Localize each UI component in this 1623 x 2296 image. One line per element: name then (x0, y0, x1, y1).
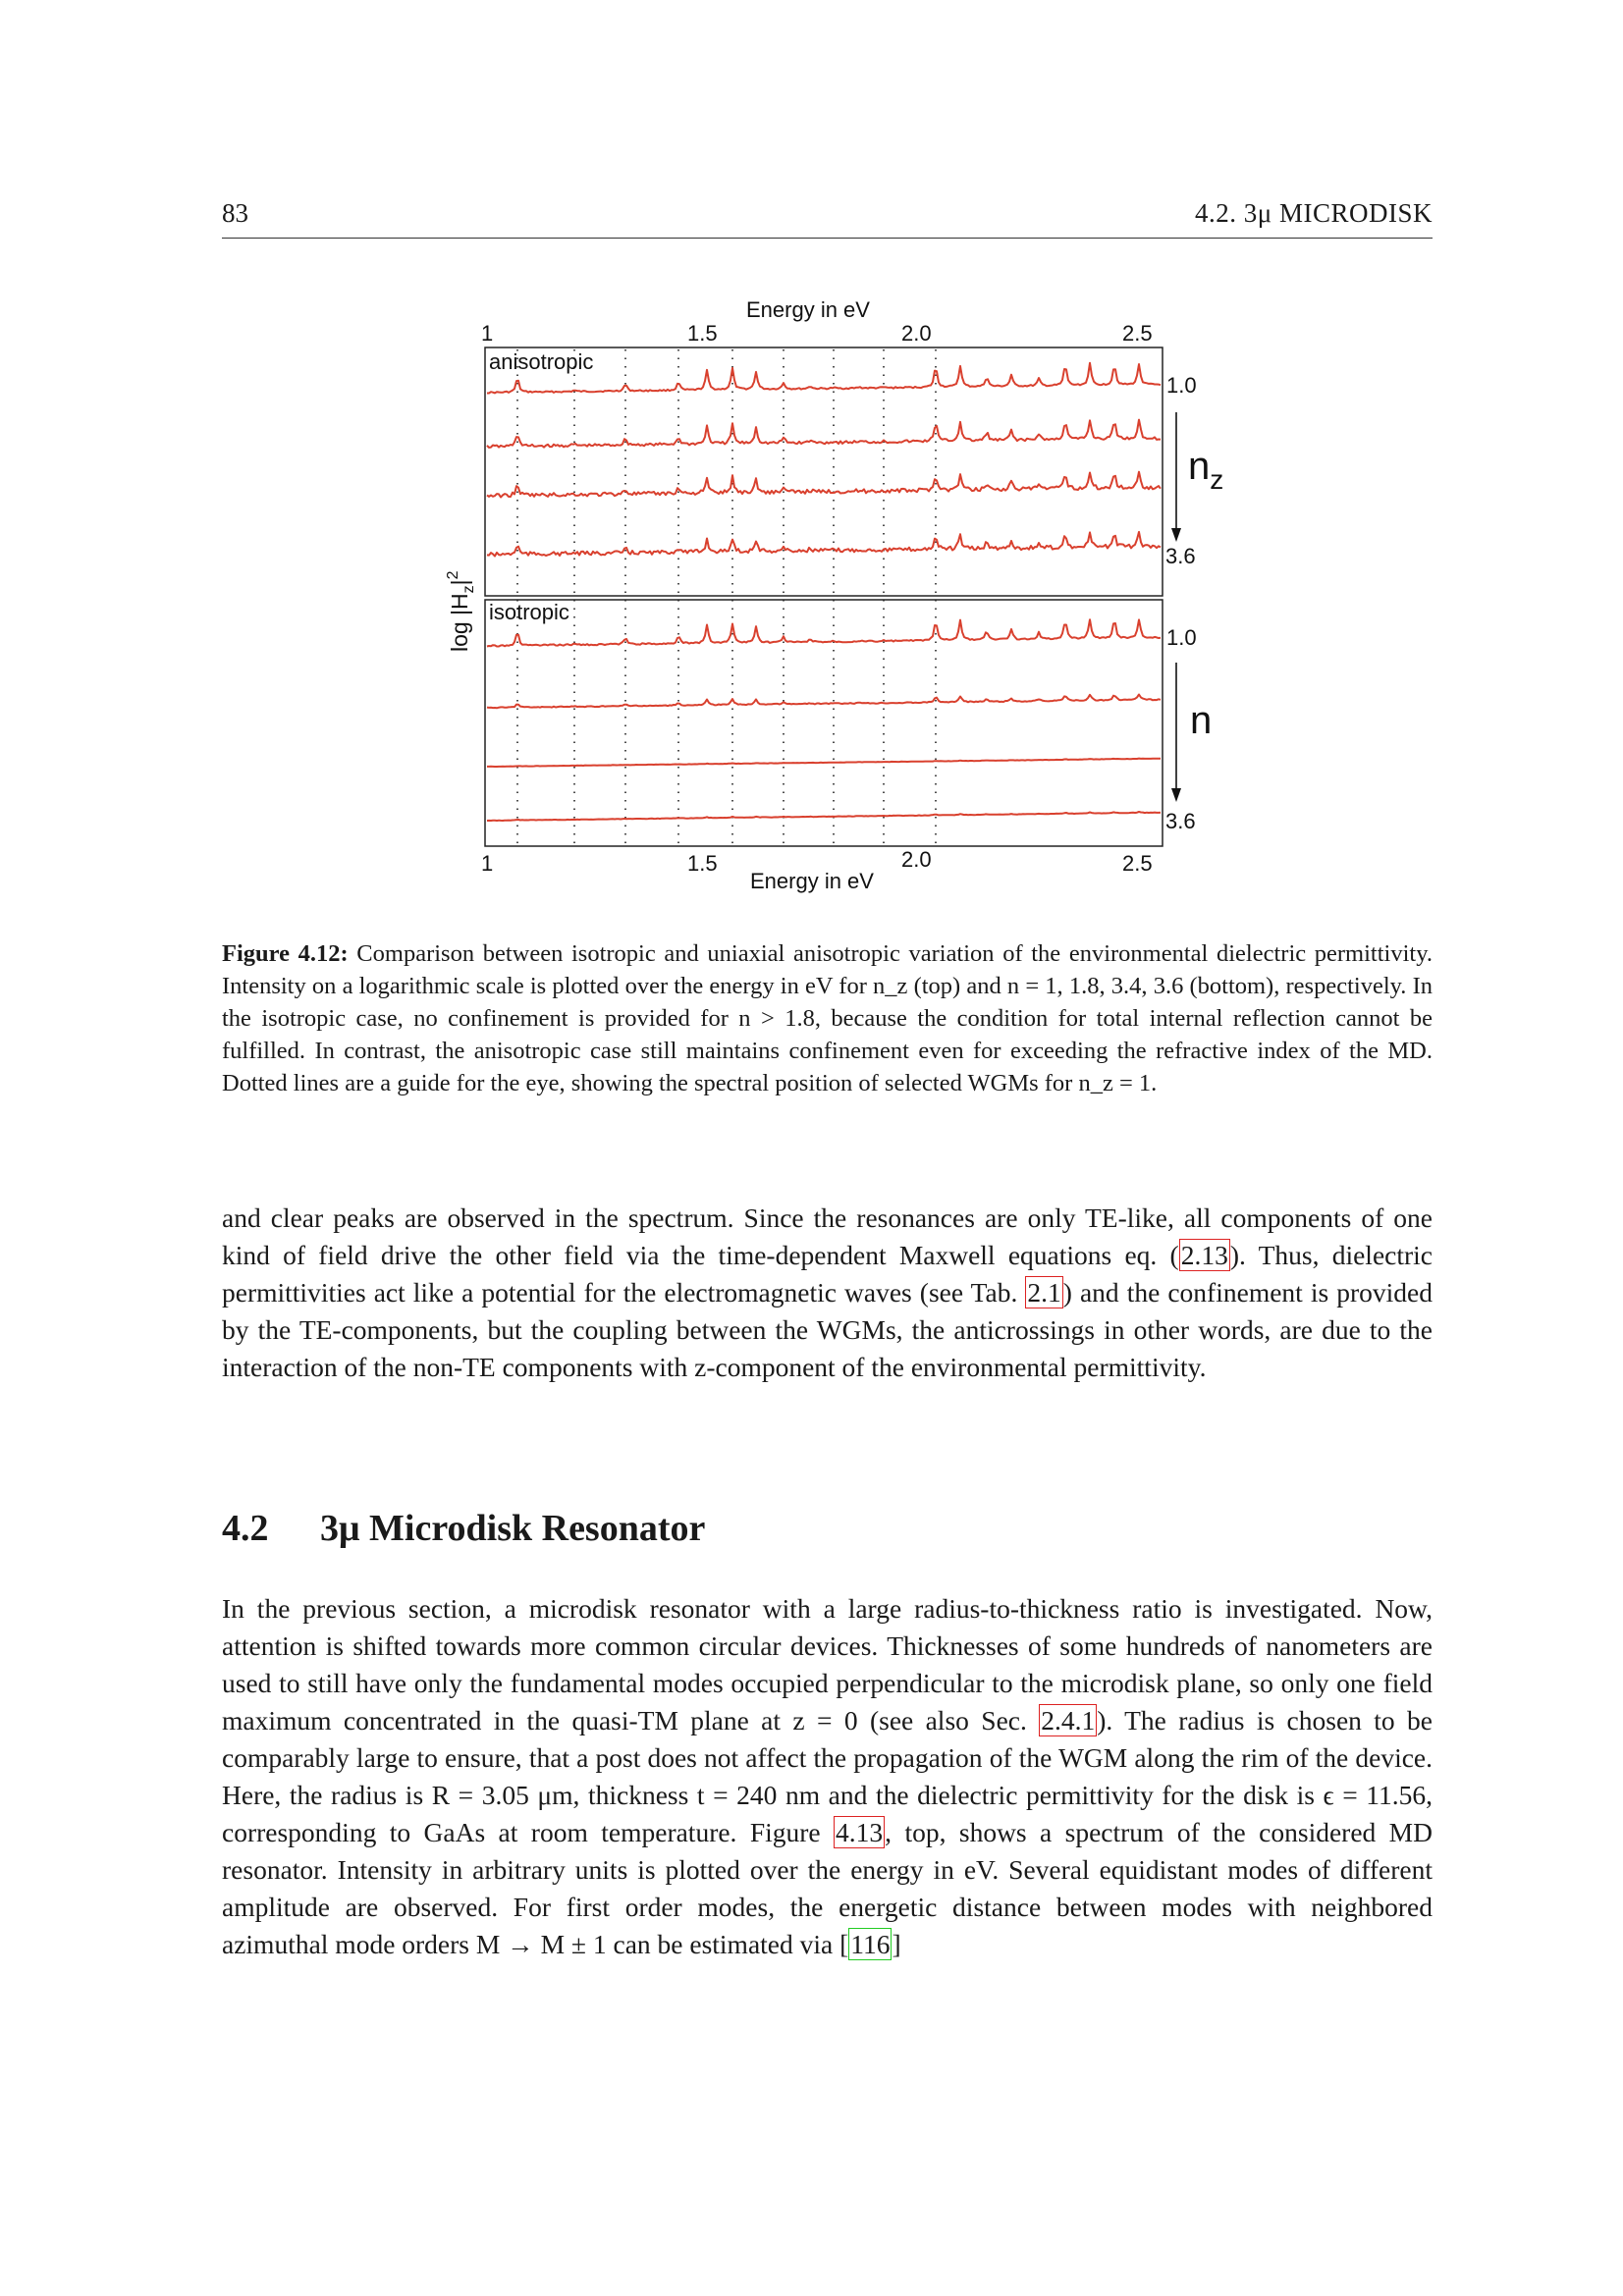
bottom-range-start: 1.0 (1166, 625, 1197, 650)
paragraph-2: In the previous section, a microdisk resonator with a large radius-to-thickness ratio is investigated. Now, attention is shifted towards more common circular devices. Thicknesses of some hundreds of nanometers are used to still have only the fundamental modes occupied perpendicular to the microdisk plane, so only one field maximum concentrated in the quasi-TM plane at z = 0 (see also Sec. 2.4.1). The radius is chosen to be comparably large to ensure, that a post does not affect the propagation of the WGM along the rim of the device. Here, the radius is R = 3.05 μm, thickness t = 240 nm and the dielectric permittivity for the disk is ϵ = 11.56, corresponding to GaAs at room temperature. Figure 4.13, top, shows a spectrum of the considered MD resonator. Intensity in arbitrary units is plotted over the energy in eV. Several equidistant modes of different amplitude are observed. For first order modes, the energetic distance between modes with neighbored azimuthal mode orders M → M ± 1 can be estimated via [116] (222, 1593, 1433, 1959)
paragraph-1: and clear peaks are observed in the spectrum. Since the resonances are only TE-like, all components of one kind of field drive the other field via the time-dependent Maxwell equations eq. (2.13). Thus, dielectric permittivities act like a potential for the electromagnetic waves (see Tab. 2.1) and the confinement is provided by the TE-components, but the coupling between the WGMs, the anticrossings in other words, are due to the interaction of the non-TE components with z-component of the environmental permittivity. (222, 1202, 1433, 1382)
bottom-range-end: 3.6 (1165, 809, 1196, 833)
top-tick-1: 1 (481, 321, 494, 346)
bottom-tick-1-5: 1.5 (687, 851, 718, 876)
spectrum-curve-2 (487, 472, 1161, 498)
running-head: 4.2. 3μ MICRODISK (1195, 198, 1433, 228)
n-symbol: n (1190, 699, 1213, 742)
dotted-guide-lines (517, 349, 936, 844)
citation-link[interactable]: 116 (850, 1929, 891, 1959)
top-range-start: 1.0 (1166, 373, 1197, 398)
top-axis-title: Energy in eV (746, 297, 870, 322)
top-panel-frame (485, 347, 1163, 596)
section-ref-link[interactable]: 2.4.1 (1041, 1705, 1096, 1735)
bottom-axis-title: Energy in eV (750, 869, 874, 893)
figure-caption (222, 937, 1433, 1099)
top-range-end: 3.6 (1165, 544, 1196, 568)
table-ref-link[interactable]: 2.1 (1027, 1277, 1061, 1308)
top-tick-2-5: 2.5 (1122, 321, 1153, 346)
figure-ref-link[interactable]: 4.13 (836, 1817, 884, 1847)
page-number: 83 (222, 198, 248, 228)
anisotropic-label: anisotropic (489, 349, 594, 374)
bottom-tick-2-0: 2.0 (901, 847, 932, 872)
page-header (222, 192, 1433, 239)
spectrum-plot (422, 285, 1247, 913)
spectrum-curve-1 (487, 420, 1161, 448)
spectrum-curves (487, 363, 1161, 821)
y-axis-label (445, 570, 477, 652)
bottom-tick-1: 1 (481, 851, 494, 876)
spectrum-curve-6 (487, 759, 1161, 767)
top-tick-2-0: 2.0 (901, 321, 932, 346)
equation-ref-link[interactable]: 2.13 (1180, 1240, 1228, 1270)
bottom-tick-2-5: 2.5 (1122, 851, 1153, 876)
spectrum-curve-5 (487, 695, 1161, 709)
figure-4-12 (422, 285, 1247, 913)
section-heading: 4.2 3μ Microdisk Resonator (222, 1508, 706, 1549)
nz-symbol: $n_z$ (1188, 445, 1224, 495)
caption-label: Figure 4.12: (222, 940, 349, 967)
spectrum-curve-4 (487, 619, 1161, 646)
spectrum-curve-3 (487, 532, 1161, 557)
isotropic-label: isotropic (489, 600, 569, 624)
svg-text:log |Hz|2: $\log |H_z|^2$ (445, 570, 477, 652)
top-tick-1-5: 1.5 (687, 321, 718, 346)
caption-text: Comparison between isotropic and uniaxial anisotropic variation of the environmental dielectric permittivity. Intensity on a logarithmic scale is plotted over the energy in eV for n_z (top) and n = 1, 1.8, 3.4, 3.6 (bottom), respectively. In the isotropic case, no confinement is provided for n > 1.8, because the condition for total internal reflection cannot be fulfilled. In contrast, the anisotropic case still maintains confinement even for exceeding the refractive index of the MD. Dotted lines are a guide for the eye, showing the spectral position of selected WGMs for n_z = 1. (222, 940, 1433, 1096)
spectrum-curve-7 (487, 812, 1161, 821)
